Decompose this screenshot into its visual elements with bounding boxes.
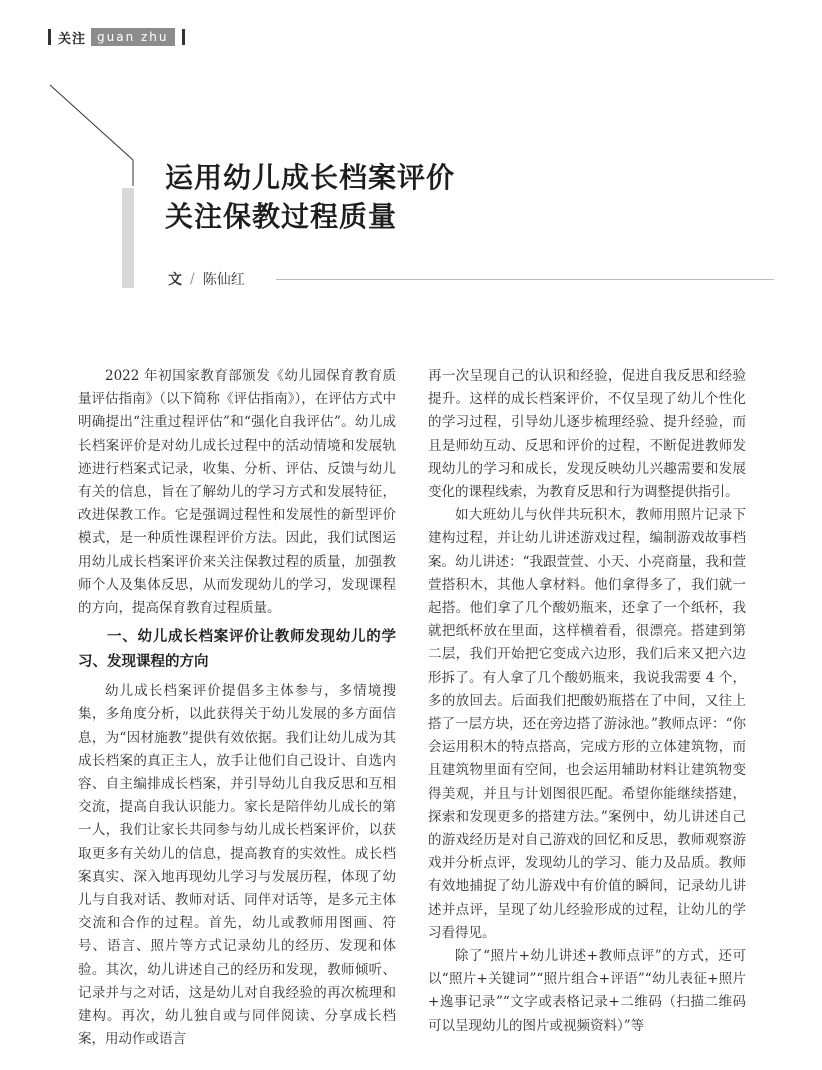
byline-rule	[276, 279, 774, 280]
paragraph-methods: 除了“照片+幼儿讲述+教师点评”的方式，还可以“照片+关键词”“照片组合+评语”“幼儿表征+照片+逸事记录”“文字或表格记录+二维码（扫描二维码可以呈现幼儿的图片或视频资料）”等	[428, 948, 746, 1034]
paragraph-continued: 再一次呈现自己的认识和经验，促进自我反思和经验提升。这样的成长档案评价，不仅呈现了幼儿个性化的学习过程，引导幼儿逐步梳理经验、提升经验，而且是师幼互动、反思和评价的过程，不断促进教师发现幼儿的学习和成长，发现反映幼儿兴趣需要和发展变化的课程线索，为教育反思和行为调整提供指引。	[428, 368, 746, 501]
grey-accent-block	[122, 188, 134, 288]
right-column	[428, 365, 746, 1038]
byline-prefix: 文	[168, 272, 182, 288]
title-line-2: 关注保教过程质量	[165, 200, 398, 233]
title-line-1: 运用幼儿成长档案评价	[165, 161, 456, 194]
author-name: 陈仙红	[202, 272, 245, 288]
paragraph-intro: 2022 年初国家教育部颁发《幼儿园保育教育质量评估指南》（以下简称《评估指南》），在评估方式中明确提出“注重过程评估”和“强化自我评估”。幼儿成长档案评价是对幼儿成长过程中的活动情境和发展轨迹进行档案式记录，收集、分析、评估、反馈与幼儿有关的信息，旨在了解幼儿的学习方式和发展特征，改进保教工作。它是强调过程性和发展性的新型评价模式，是一种质性课程评价方法。因此，我们试图运用幼儿成长档案评价来关注保教过程的质量，加强教师个人及集体反思，从而发现幼儿的学习，发现课程的方向，提高保育教育过程质量。	[78, 368, 396, 617]
left-column	[78, 365, 396, 1051]
article-title	[165, 158, 455, 236]
section-heading-1: 一、幼儿成长档案评价让教师发现幼儿的学习、发现课程的方向	[78, 628, 396, 671]
diagonal-line	[50, 85, 133, 160]
paragraph-example: 如大班幼儿与伙伴共玩积木，教师用照片记录下建构过程，并让幼儿讲述游戏过程，编制游戏故事档案。幼儿讲述：“我跟萱萱、小天、小亮商量，我和萱萱搭积木，其他人拿材料。他们拿得多了，我们就一起搭。他们拿了几个酸奶瓶来，还拿了一个纸杯，我就把纸杯放在里面，这样横着看，很漂亮。搭建到第二层，我们开始把它变成六边形，我们后来又把六边形拆了。有人拿了几个酸奶瓶来，我说我需要 4 个，多的放回去。后面我们把酸奶瓶搭在了中间，又往上搭了一层方块，还在旁边搭了游泳池。”教师点评：“你会运用积木的特点搭高，完成方形的立体建筑物，而且建筑物里面有空间，也会运用辅助材料让建筑物变得美观，并且与计划图很匹配。希望你能继续搭建，探索和发现更多的搭建方法。”案例中，幼儿讲述自己的游戏经历是对自己游戏的回忆和反思，教师观察游戏并分析点评，发现幼儿的学习、能力及品质。教师有效地捕捉了幼儿游戏中有价值的瞬间，记录幼儿讲述并点评，呈现了幼儿经验形成的过程，让幼儿的学习看得见。	[428, 507, 746, 941]
byline-separator: /	[190, 271, 195, 287]
byline	[168, 269, 245, 289]
paragraph-section1: 幼儿成长档案评价提倡多主体参与，多情境搜集，多角度分析，以此获得关于幼儿发展的多方面信息，为“因材施教”提供有效依据。我们让幼儿成为其成长档案的真正主人，放手让他们自己设计、自选内容、自主编排成长档案，并引导幼儿自我反思和互相交流，提高自我认识能力。家长是陪伴幼儿成长的第一人，我们让家长共同参与幼儿成长档案评价，以获取更多有关幼儿的信息，提高教育的实效性。成长档案真实、深入地再现幼儿学习与发展历程，体现了幼儿与自我对话、教师对话、同伴对话等，是多元主体交流和合作的过程。首先，幼儿或教师用图画、符号、语言、照片等方式记录幼儿的经历、发现和体验。其次，幼儿讲述自己的经历和发现，教师倾听、记录并与之对话，这是幼儿对自我经验的再次梳理和建构。再次，幼儿独自或与同伴阅读、分享成长档案，用动作或语言	[78, 683, 396, 1048]
section-label: 关注	[58, 31, 87, 47]
section-pinyin-tag: guan zhu	[91, 28, 175, 46]
